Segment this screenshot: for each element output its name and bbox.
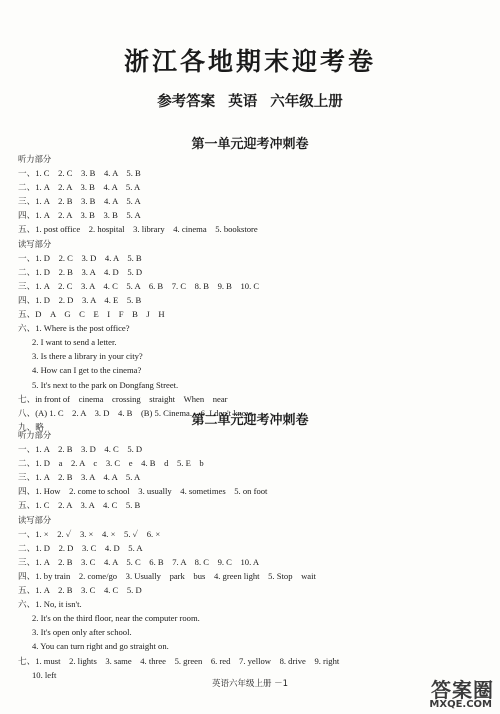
answer-line: 三、1. A 2. B 3. A 4. A 5. A <box>18 472 141 483</box>
answer-line: 4. You can turn right and go straight on. <box>32 641 169 652</box>
answer-line: 3. Is there a library in your city? <box>32 351 143 362</box>
answer-line: 四、1. D 2. D 3. A 4. E 5. B <box>18 294 142 305</box>
answer-line: 读写部分 <box>18 514 52 525</box>
answer-line: 五、1. post office 2. hospital 3. library 4. cinema 5. bookstore <box>18 224 258 235</box>
answer-line: 三、1. A 2. B 3. C 4. A 5. C 6. B 7. A 8. C 9. C 10. A <box>18 556 260 567</box>
answer-line: 一、1. D 2. C 3. D 4. A 5. B <box>18 252 142 263</box>
answer-line: 二、1. D a 2. A c 3. C e 4. B d 5. E b <box>18 458 204 469</box>
answer-line: 六、1. No, it isn't. <box>18 599 82 610</box>
answer-line: 八、(A) 1. C 2. A 3. D 4. B (B) 5. Cinema. 6. I don't know. <box>18 407 254 418</box>
answer-line: 七、in front of cinema crossing straight When near <box>18 393 228 404</box>
answer-line: 五、D A G C E I F B J H <box>18 309 165 320</box>
answer-line: 四、1. A 2. A 3. B 3. B 5. A <box>18 210 141 221</box>
watermark-logo <box>404 674 494 710</box>
answer-line: 九、略 <box>18 421 44 432</box>
page-title: 浙江各地期末迎考卷 <box>123 47 376 76</box>
watermark-text: 答案圈 <box>431 678 494 702</box>
answer-line: 2. It's on the third floor, near the computer room. <box>32 613 200 624</box>
answer-line: 一、1. × 2. ✓ 3. × 4. × 5. ✓ 6. × <box>18 528 161 539</box>
answer-line: 五、1. C 2. A 3. A 4. C 5. B <box>18 500 141 511</box>
answer-line: 读写部分 <box>18 238 52 249</box>
unit2-answers <box>18 428 488 682</box>
answer-line: 2. I want to send a letter. <box>32 337 117 348</box>
answer-line: 听力部分 <box>18 154 52 164</box>
page-footer: 英语六年级上册 －1 <box>211 679 289 689</box>
unit2-title: 第二单元迎考冲刺卷 <box>191 413 309 428</box>
answer-line: 三、1. A 2. B 3. B 4. A 5. A <box>18 196 141 207</box>
answer-line: 10. left <box>32 669 57 680</box>
answer-line: 四、1. How 2. come to school 3. usually 4. sometimes 5. on foot <box>18 486 268 497</box>
answer-line: 听力部分 <box>18 430 52 440</box>
watermark-url: MXQE.COM <box>429 699 492 710</box>
page-subtitle: 参考答案 英语 六年级上册 <box>157 94 343 110</box>
answer-line: 4. How can I get to the cinema? <box>32 365 142 376</box>
unit1-answers <box>18 152 488 434</box>
answer-line: 七、1. must 2. lights 3. same 4. three 5. green 6. red 7. yellow 8. drive 9. right <box>18 655 340 666</box>
answer-line: 五、1. A 2. B 3. C 4. C 5. D <box>18 585 142 596</box>
unit1-title: 第一单元迎考冲刺卷 <box>191 137 309 152</box>
answer-line: 一、1. C 2. C 3. B 4. A 5. B <box>18 168 141 179</box>
answer-line: 四、1. by train 2. come/go 3. Usually park bus 4. green light 5. Stop wait <box>18 570 316 581</box>
answer-line: 3. It's open only after school. <box>32 627 132 638</box>
answer-line: 一、1. A 2. B 3. D 4. C 5. D <box>18 444 143 455</box>
answer-line: 二、1. D 2. D 3. C 4. D 5. A <box>18 542 143 553</box>
answer-line: 六、1. Where is the post office? <box>18 323 130 334</box>
answer-line: 三、1. A 2. C 3. A 4. C 5. A 6. B 7. C 8. B 9. B 10. C <box>18 280 260 291</box>
answer-line: 二、1. A 2. A 3. B 4. A 5. A <box>18 182 141 193</box>
answer-line: 5. It's next to the park on Dongfang Street. <box>32 379 179 390</box>
answer-line: 二、1. D 2. B 3. A 4. D 5. D <box>18 266 143 277</box>
